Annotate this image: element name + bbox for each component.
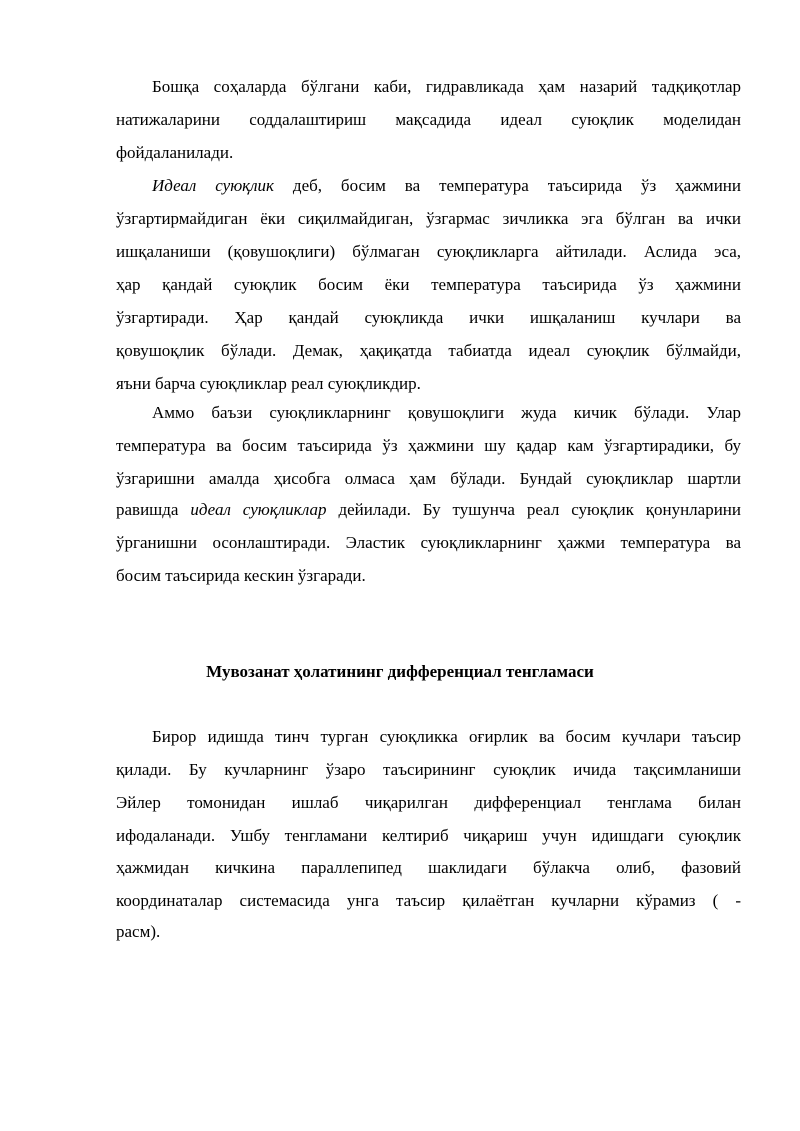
text-fragment: равишда [116,500,191,519]
text-line: босим таъсирида кескин ўзгаради. [116,566,366,585]
text-line: расм). [116,922,161,941]
text-line: Аммо баъзи суюқликларнинг қовушоқлиги жуда кичик бўлади. Улар [152,403,741,422]
italic-term: идеал суюқликлар [190,500,327,519]
text-line: ҳар қандай суюқлик босим ёки температура таъсирида ўз ҳажмини [116,275,741,294]
text-line: температура ва босим таъсирида ўз ҳажмини шу қадар кам ўзгартирадики, бу [116,436,741,455]
text-line: ўрганишни осонлаштиради. Эластик суюқликларнинг ҳажми температура ва [116,533,741,552]
text-line: фойдаланилади. [116,143,234,162]
text-line: ҳажмидан кичкина параллепипед шаклидаги бўлакча олиб, фазовий [116,858,741,877]
text-line: ўзгаришни амалда ҳисобга олмаса ҳам бўлади. Бундай суюқликлар шартли [116,469,741,488]
text-line: ифодаланади. Ушбу тенгламани келтириб чиқариш учун идишдаги суюқлик [116,826,741,845]
text-line [116,500,741,520]
text-line: ўзгартирмайдиган ёки сиқилмайдиган, ўзгармас зичликка эга бўлган ва ички [116,209,741,228]
text-line: координаталар системасида унга таъсир қилаётган кучларни кўрамиз ( - [116,891,741,910]
text-line: Эйлер томонидан ишлаб чиқарилган дифференциал тенглама билан [116,793,741,812]
text-fragment: дейилади. Бу тушунча реал суюқлик қонунларини [326,500,741,519]
text-line: ишқаланиши (қовушоқлиги) бўлмаган суюқликларга айтилади. Аслида эса, [116,242,741,261]
text-line: Бирор идишда тинч турган суюқликка оғирлик ва босим кучлари таъсир [152,727,741,746]
text-line: Бошқа соҳаларда бўлгани каби, гидравликада ҳам назарий тадқиқотлар [152,77,741,96]
text-line: яъни барча суюқликлар реал суюқликдир. [116,374,421,393]
section-heading: Мувозанат ҳолатининг дифференциал тенгламаси [206,662,594,681]
text-line: натижаларини соддалаштириш мақсадида идеал суюқлик моделидан [116,110,741,129]
italic-term: Идеал суюқлик [152,176,275,195]
text-line [152,176,741,196]
text-line: ўзгартиради. Ҳар қандай суюқликда ички ишқаланиш кучлари ва [116,308,741,327]
text-line: қовушоқлик бўлади. Демак, ҳақиқатда табиатда идеал суюқлик бўлмайди, [116,341,741,360]
text-fragment: деб, босим ва температура таъсирида ўз ҳажмини [274,176,741,195]
text-line: қилади. Бу кучларнинг ўзаро таъсирининг суюқлик ичида тақсимланиши [116,760,741,779]
